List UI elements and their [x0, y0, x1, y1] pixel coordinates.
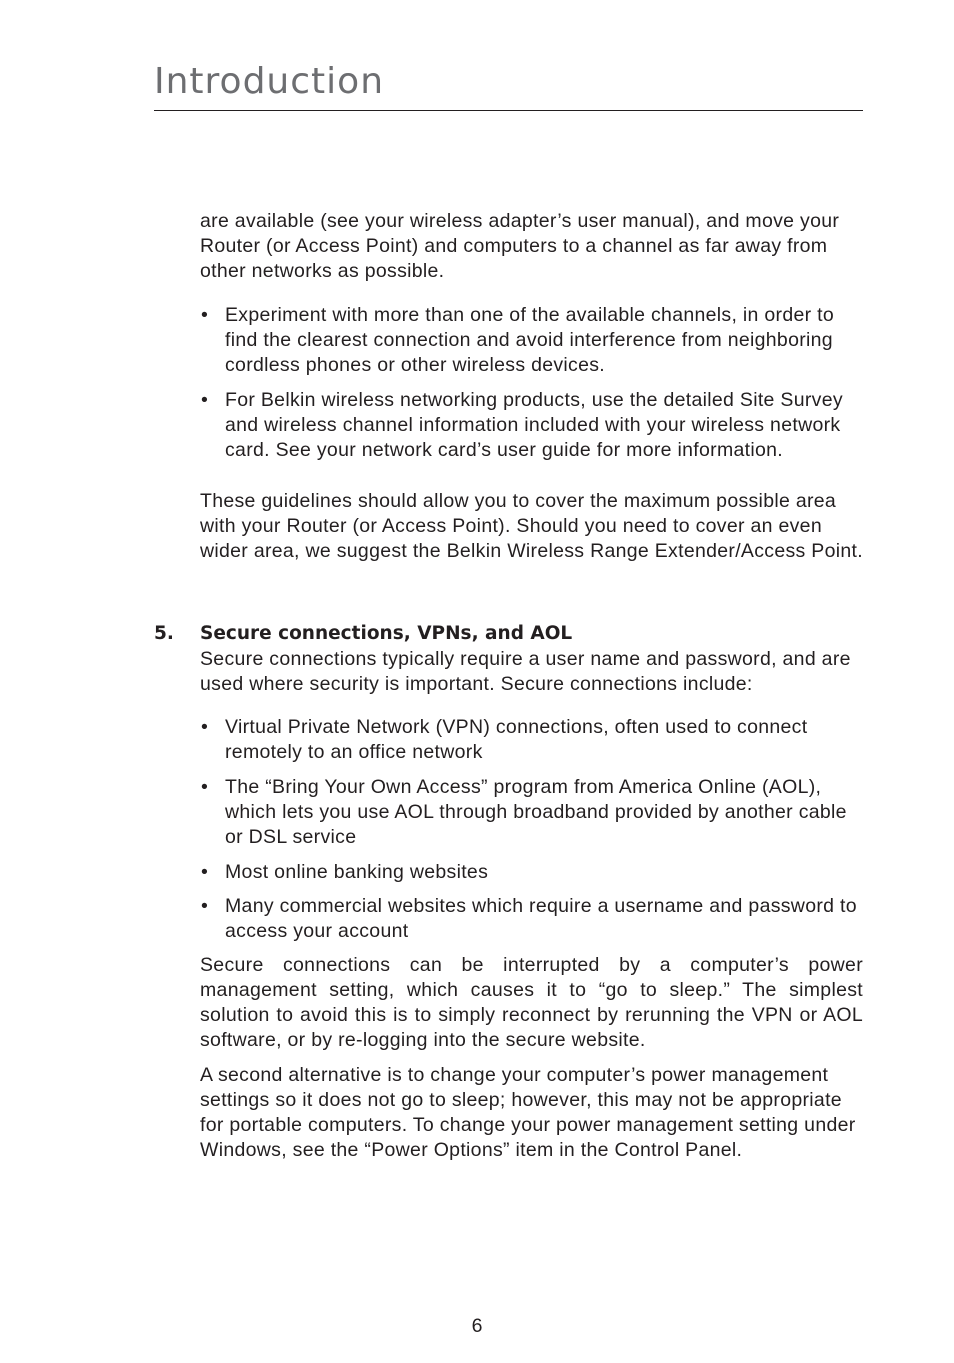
- page-title: Introduction: [154, 61, 385, 102]
- section-intro: Secure connections typically require a user name and password, and are used where security is important. Secure connections include:: [200, 648, 851, 695]
- list-item-text: Many commercial websites which require a username and password to access your account: [225, 895, 857, 942]
- list-item: [200, 860, 860, 885]
- intro-paragraph: are available (see your wireless adapter’s user manual), and move your Router (or Access Point) and computers to a channel as far away from other networks as possible.: [200, 210, 840, 282]
- header-divider: [154, 110, 863, 111]
- list-item-text: For Belkin wireless networking products, use the detailed Site Survey and wireless channel information included with your wireless network card. See your network card’s user guide for more information.: [225, 389, 843, 461]
- bullet-icon: •: [201, 895, 209, 917]
- page-number: 6: [471, 1315, 483, 1337]
- list-item: [200, 775, 860, 850]
- section-heading: Secure connections, VPNs, and AOL: [200, 623, 573, 644]
- bullet-icon: •: [201, 304, 209, 326]
- bullet-icon: •: [201, 716, 209, 738]
- list-item: [200, 388, 860, 463]
- list-item: [200, 894, 860, 944]
- list-item-text: The “Bring Your Own Access” program from America Online (AOL), which lets you use AOL through broadband provided by another cable or DSL service: [225, 776, 847, 848]
- section-number: 5.: [154, 623, 174, 644]
- list-item-text: Experiment with more than one of the available channels, in order to find the clearest connection and avoid interference from neighboring cordless phones or other wireless devices.: [225, 304, 834, 376]
- bullet-icon: •: [201, 776, 209, 798]
- section-paragraph-2: A second alternative is to change your computer’s power management settings so it does not go to sleep; however, this may not be appropriate for portable computers. To change your power management setting under Windows, see the “Power Options” item in the Control Panel.: [200, 1064, 856, 1161]
- list-item-text: Virtual Private Network (VPN) connections, often used to connect remotely to an office network: [225, 716, 808, 763]
- list-item: [200, 303, 860, 378]
- list-item-text: Most online banking websites: [225, 861, 489, 883]
- guidelines-paragraph: These guidelines should allow you to cover the maximum possible area with your Router (or Access Point). Should you need to cover an even wider area, we suggest the Belkin Wireless Range Extender/Access Point.: [200, 490, 863, 562]
- section-paragraph-1: Secure connections can be interrupted by a computer’s power management setting, which causes it to “go to sleep.” The simplest solution to avoid this is to simply reconnect by rerunning the VPN or AOL software, or by re-logging into the secure website.: [200, 954, 863, 1051]
- list-item: [200, 715, 860, 765]
- bullet-icon: •: [201, 389, 209, 411]
- bullet-icon: •: [201, 861, 209, 883]
